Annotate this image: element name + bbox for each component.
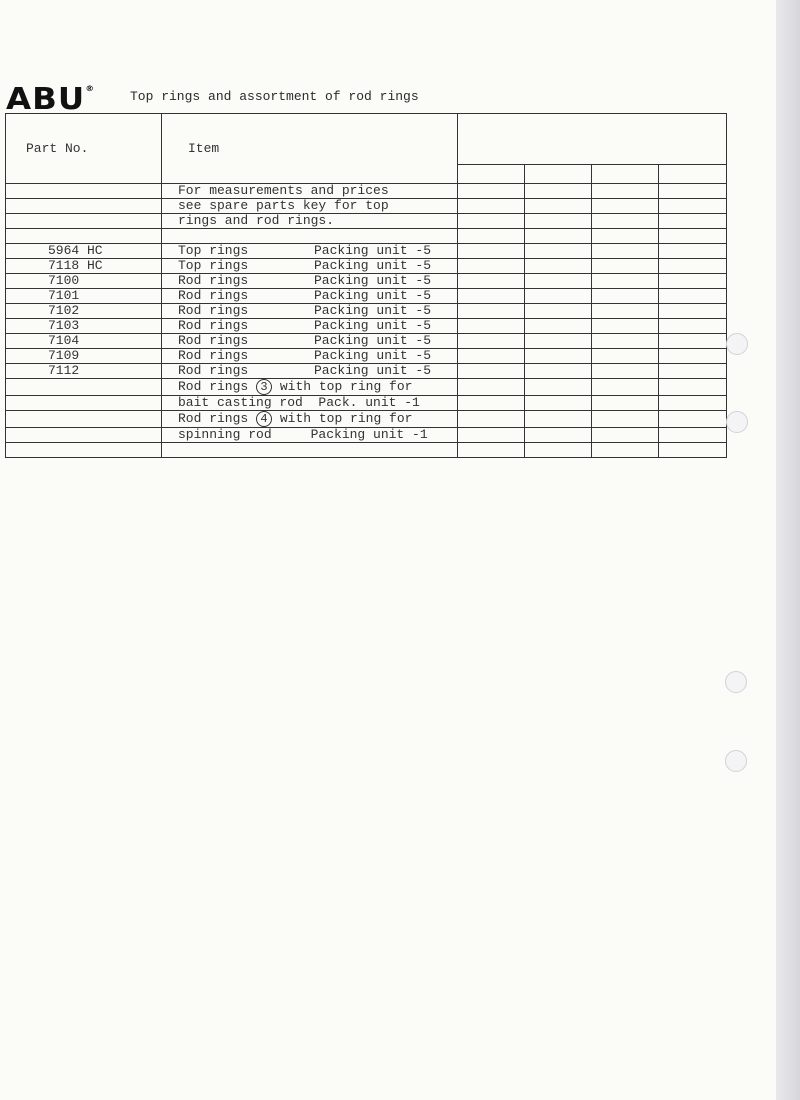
table-row [6, 214, 727, 229]
part-no-cell: 7118 HC [6, 259, 162, 274]
subheader-cell [458, 165, 525, 184]
part-no-cell [6, 184, 162, 199]
assortment-cell: Rod rings 3 with top ring for [162, 379, 458, 396]
table-row-blank [6, 229, 727, 244]
note-cell: see spare parts key for top [162, 199, 458, 214]
table-row [6, 349, 727, 364]
part-no-cell [6, 214, 162, 229]
item-cell: Rod rings Packing unit -5 [162, 349, 458, 364]
part-no-cell [6, 396, 162, 411]
table-row [6, 304, 727, 319]
part-no-cell: 5964 HC [6, 244, 162, 259]
part-no-cell [6, 199, 162, 214]
subheader-cell [592, 165, 659, 184]
table-row [6, 199, 727, 214]
item-cell: Rod rings Packing unit -5 [162, 274, 458, 289]
part-no-cell: 7112 [6, 364, 162, 379]
binder-hole [726, 333, 748, 355]
part-no-cell: 7109 [6, 349, 162, 364]
table-row [6, 411, 727, 428]
table-row [6, 428, 727, 443]
part-no-cell [6, 411, 162, 428]
part-no-cell: 7104 [6, 334, 162, 349]
table-row [6, 379, 727, 396]
part-no-cell [6, 428, 162, 443]
item-cell: Rod rings Packing unit -5 [162, 334, 458, 349]
table-row-blank [6, 443, 727, 458]
binder-hole [725, 671, 747, 693]
table-header-row [6, 114, 727, 165]
item-cell: Rod rings Packing unit -5 [162, 319, 458, 334]
item-cell: Rod rings Packing unit -5 [162, 364, 458, 379]
table-row [6, 289, 727, 304]
item-cell: Rod rings Packing unit -5 [162, 304, 458, 319]
page-title: Top rings and assortment of rod rings [130, 89, 419, 104]
table-row [6, 319, 727, 334]
table-row [6, 259, 727, 274]
part-no-cell: 7102 [6, 304, 162, 319]
subheader-cell [659, 165, 727, 184]
part-no-cell: 7103 [6, 319, 162, 334]
assortment-cell: bait casting rod Pack. unit -1 [162, 396, 458, 411]
binder-hole [726, 411, 748, 433]
header-item: Item [162, 114, 458, 184]
item-cell: Top rings Packing unit -5 [162, 259, 458, 274]
subheader-cell [525, 165, 592, 184]
table-row [6, 244, 727, 259]
part-no-cell: 7100 [6, 274, 162, 289]
note-cell: For measurements and prices [162, 184, 458, 199]
binder-hole [725, 750, 747, 772]
assortment-cell: spinning rod Packing unit -1 [162, 428, 458, 443]
header-blank-group [458, 114, 727, 165]
table-row [6, 334, 727, 349]
abu-logo: ABU® [6, 82, 96, 117]
note-cell: rings and rod rings. [162, 214, 458, 229]
item-cell: Rod rings Packing unit -5 [162, 289, 458, 304]
header-part-no: Part No. [6, 114, 162, 184]
count-circle: 3 [256, 379, 272, 395]
count-circle: 4 [256, 411, 272, 427]
part-no-cell [6, 379, 162, 396]
assortment-cell: Rod rings 4 with top ring for [162, 411, 458, 428]
item-cell: Top rings Packing unit -5 [162, 244, 458, 259]
parts-table [5, 113, 727, 458]
page-edge-shadow [776, 0, 800, 1100]
table-row [6, 364, 727, 379]
table-row [6, 396, 727, 411]
part-no-cell: 7101 [6, 289, 162, 304]
table-row [6, 274, 727, 289]
table-row [6, 184, 727, 199]
